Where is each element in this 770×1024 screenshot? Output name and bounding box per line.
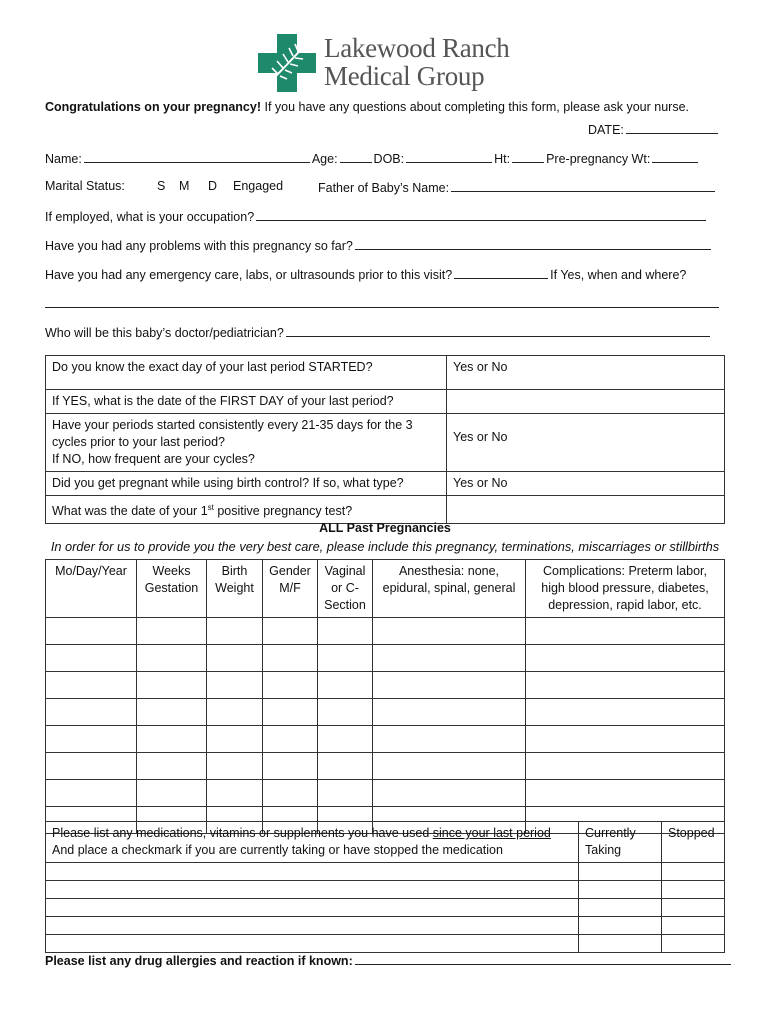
table-cell[interactable] bbox=[318, 699, 373, 726]
table-cell[interactable] bbox=[263, 699, 318, 726]
table-cell[interactable] bbox=[373, 699, 526, 726]
date-field[interactable] bbox=[588, 121, 720, 137]
table-cell[interactable] bbox=[662, 899, 725, 917]
logo-text bbox=[324, 34, 510, 90]
col-header-currently-taking bbox=[579, 822, 662, 863]
table-cell[interactable] bbox=[137, 726, 207, 753]
table-cell[interactable] bbox=[318, 618, 373, 645]
period-a3[interactable] bbox=[447, 414, 725, 472]
col-header-weeks-l2: Gestation bbox=[144, 581, 199, 595]
period-q3-line1: Have your periods started consistently every 21-35 days for the 3 bbox=[52, 418, 413, 432]
table-row bbox=[46, 780, 725, 807]
intro-text bbox=[45, 100, 689, 114]
col-header-weeks-l1: Weeks bbox=[152, 564, 191, 578]
table-row bbox=[46, 672, 725, 699]
prewt-input-line[interactable] bbox=[652, 150, 698, 163]
table-row bbox=[46, 899, 725, 917]
col-header-delivery-l3: Section bbox=[324, 598, 366, 612]
meds-line-2: And place a checkmark if you are currently taking or have stopped the medication bbox=[52, 843, 503, 857]
age-input-line[interactable] bbox=[340, 150, 372, 163]
age-label: Age: bbox=[311, 152, 338, 166]
date-input-line[interactable] bbox=[626, 121, 718, 134]
table-cell[interactable] bbox=[207, 672, 263, 699]
col-header-anesthesia-l1: Anesthesia: none, bbox=[398, 564, 500, 578]
period-a4[interactable]: Yes or No bbox=[447, 472, 725, 496]
table-row bbox=[46, 726, 725, 753]
col-header-weeks bbox=[137, 560, 207, 618]
table-cell[interactable] bbox=[526, 699, 725, 726]
meds-line-1-underlined: since your last period bbox=[432, 826, 551, 840]
col-header-weight-l2: Weight bbox=[215, 581, 254, 595]
col-header-date-l1: Mo/Day/Year bbox=[55, 564, 127, 578]
occupation-input-line[interactable] bbox=[256, 208, 706, 221]
period-q1: Do you know the exact day of your last period STARTED? bbox=[46, 356, 447, 390]
table-cell[interactable] bbox=[137, 699, 207, 726]
table-cell[interactable] bbox=[263, 780, 318, 807]
col-header-gender-l1: Gender bbox=[269, 564, 311, 578]
ht-input-line[interactable] bbox=[512, 150, 544, 163]
table-row bbox=[46, 863, 725, 881]
table-cell[interactable] bbox=[137, 753, 207, 780]
table-cell[interactable] bbox=[318, 753, 373, 780]
table-cell[interactable] bbox=[579, 917, 662, 935]
period-q5 bbox=[46, 496, 447, 524]
table-cell[interactable] bbox=[207, 699, 263, 726]
meds-line-1 bbox=[52, 825, 572, 842]
prewt-label: Pre-pregnancy Wt: bbox=[546, 152, 651, 166]
col-header-stopped: Stopped bbox=[662, 822, 725, 863]
doctor-label: Who will be this baby’s doctor/pediatrician? bbox=[45, 326, 284, 340]
emergency-input-line[interactable] bbox=[454, 266, 548, 279]
table-cell[interactable] bbox=[662, 863, 725, 881]
table-cell[interactable] bbox=[263, 672, 318, 699]
table-cell[interactable] bbox=[373, 780, 526, 807]
table-cell[interactable] bbox=[137, 645, 207, 672]
table-row bbox=[46, 881, 725, 899]
table-cell[interactable] bbox=[526, 618, 725, 645]
period-q4: Did you get pregnant while using birth control? If so, what type? bbox=[46, 472, 447, 496]
table-row bbox=[46, 645, 725, 672]
table-cell[interactable] bbox=[46, 726, 137, 753]
father-input-line[interactable] bbox=[451, 179, 715, 192]
period-q5-sup: st bbox=[207, 503, 214, 512]
occupation-label: If employed, what is your occupation? bbox=[45, 210, 255, 224]
past-pregnancies-subtitle: In order for us to provide you the very best care, please include this pregnancy, terminations, miscarriages or stillbirths bbox=[50, 539, 720, 554]
table-cell[interactable] bbox=[46, 753, 137, 780]
where-continued-row bbox=[45, 295, 719, 311]
table-cell[interactable] bbox=[318, 645, 373, 672]
where-input-line[interactable] bbox=[45, 295, 719, 308]
col-header-complications-l3: depression, rapid labor, etc. bbox=[548, 598, 702, 612]
table-cell[interactable] bbox=[46, 935, 579, 953]
table-cell[interactable] bbox=[263, 645, 318, 672]
table-cell[interactable] bbox=[46, 881, 579, 899]
table-cell[interactable] bbox=[46, 699, 137, 726]
period-a1[interactable]: Yes or No bbox=[447, 356, 725, 390]
table-cell[interactable] bbox=[207, 753, 263, 780]
table-cell[interactable] bbox=[46, 863, 579, 881]
table-cell[interactable] bbox=[46, 780, 137, 807]
table-cell[interactable] bbox=[579, 863, 662, 881]
table-cell[interactable] bbox=[263, 726, 318, 753]
allergies-row bbox=[45, 952, 733, 968]
table-cell[interactable] bbox=[662, 935, 725, 953]
col-header-weight-l1: Birth bbox=[221, 564, 248, 578]
table-row bbox=[46, 618, 725, 645]
col-header-anesthesia bbox=[373, 560, 526, 618]
allergies-label: Please list any drug allergies and reaction if known: bbox=[45, 954, 353, 968]
where-label: If Yes, when and where? bbox=[550, 268, 687, 282]
table-row bbox=[46, 917, 725, 935]
currently-l2: Taking bbox=[585, 843, 622, 857]
table-cell[interactable] bbox=[579, 881, 662, 899]
table-cell[interactable] bbox=[207, 618, 263, 645]
col-header-delivery-l2: or C- bbox=[331, 581, 359, 595]
period-q5-pre: What was the date of your 1 bbox=[52, 504, 208, 519]
medications-table bbox=[45, 821, 725, 953]
col-header-weight bbox=[207, 560, 263, 618]
period-q3 bbox=[46, 414, 447, 472]
period-q5-post: positive pregnancy test? bbox=[213, 504, 353, 519]
date-label: DATE: bbox=[588, 123, 624, 137]
table-cell[interactable] bbox=[579, 899, 662, 917]
period-q3-line2: cycles prior to your last period? bbox=[52, 435, 225, 449]
doctor-row bbox=[45, 324, 712, 340]
intro-bold: Congratulations on your pregnancy! bbox=[45, 100, 261, 114]
logo-line-1: Lakewood Ranch bbox=[324, 33, 510, 63]
table-cell[interactable] bbox=[373, 645, 526, 672]
past-pregnancies-table bbox=[45, 559, 725, 834]
marital-option-m[interactable]: M bbox=[179, 179, 190, 193]
col-header-gender-l2: M/F bbox=[279, 581, 301, 595]
col-header-gender bbox=[263, 560, 318, 618]
period-a2[interactable] bbox=[447, 390, 725, 414]
table-cell[interactable] bbox=[373, 726, 526, 753]
table-cell[interactable] bbox=[207, 726, 263, 753]
name-label: Name: bbox=[45, 152, 82, 166]
table-cell[interactable] bbox=[373, 618, 526, 645]
father-label: Father of Baby’s Name: bbox=[318, 181, 450, 195]
meds-line-1-text: Please list any medications, vitamins or supplements you have used bbox=[52, 826, 433, 840]
dob-input-line[interactable] bbox=[406, 150, 492, 163]
col-header-complications-l1: Complications: Preterm labor, bbox=[543, 564, 707, 578]
logo bbox=[258, 34, 518, 92]
table-cell[interactable] bbox=[373, 672, 526, 699]
table-cell[interactable] bbox=[526, 780, 725, 807]
period-q2: If YES, what is the date of the FIRST DAY of your last period? bbox=[46, 390, 447, 414]
table-cell[interactable] bbox=[207, 645, 263, 672]
col-header-complications-l2: high blood pressure, diabetes, bbox=[541, 581, 709, 595]
problems-input-line[interactable] bbox=[355, 237, 711, 250]
ht-label: Ht: bbox=[494, 152, 511, 166]
problems-row bbox=[45, 237, 713, 253]
marital-option-d[interactable]: D bbox=[208, 179, 218, 193]
marital-label: Marital Status: bbox=[45, 179, 125, 193]
period-q3-line3: If NO, how frequent are your cycles? bbox=[52, 452, 255, 466]
cross-leaf-logo-icon bbox=[258, 34, 316, 92]
meds-instructions bbox=[46, 822, 579, 863]
col-header-date bbox=[46, 560, 137, 618]
table-cell[interactable] bbox=[662, 917, 725, 935]
table-cell[interactable] bbox=[46, 645, 137, 672]
table-cell[interactable] bbox=[137, 672, 207, 699]
col-header-complications bbox=[526, 560, 725, 618]
marital-option-engaged[interactable]: Engaged bbox=[233, 179, 284, 193]
col-header-delivery-l1: Vaginal bbox=[324, 564, 366, 578]
table-row bbox=[46, 699, 725, 726]
emergency-row bbox=[45, 266, 686, 282]
table-cell[interactable] bbox=[263, 753, 318, 780]
period-table bbox=[45, 355, 725, 524]
table-cell[interactable] bbox=[526, 753, 725, 780]
table-cell[interactable] bbox=[579, 935, 662, 953]
table-cell[interactable] bbox=[263, 618, 318, 645]
table-cell[interactable] bbox=[46, 672, 137, 699]
meds-header-row bbox=[46, 822, 725, 863]
table-cell[interactable] bbox=[46, 618, 137, 645]
doctor-input-line[interactable] bbox=[286, 324, 710, 337]
emergency-label: Have you had any emergency care, labs, or ultrasounds prior to this visit? bbox=[45, 268, 453, 282]
occupation-row bbox=[45, 208, 708, 224]
table-cell[interactable] bbox=[207, 780, 263, 807]
intro-rest: If you have any questions about completing this form, please ask your nurse. bbox=[261, 100, 690, 114]
allergies-input-line[interactable] bbox=[355, 952, 731, 965]
logo-line-2: Medical Group bbox=[324, 61, 485, 91]
table-row bbox=[46, 753, 725, 780]
name-row bbox=[45, 150, 700, 166]
name-input-line[interactable] bbox=[84, 150, 310, 163]
period-a3-text: Yes or No bbox=[453, 430, 508, 444]
table-cell[interactable] bbox=[526, 672, 725, 699]
table-cell[interactable] bbox=[46, 899, 579, 917]
col-header-delivery bbox=[318, 560, 373, 618]
table-cell[interactable] bbox=[46, 917, 579, 935]
table-cell[interactable] bbox=[137, 780, 207, 807]
dob-label: DOB: bbox=[373, 152, 405, 166]
table-row bbox=[46, 935, 725, 953]
table-cell[interactable] bbox=[318, 726, 373, 753]
table-cell[interactable] bbox=[318, 672, 373, 699]
table-cell[interactable] bbox=[526, 645, 725, 672]
father-row bbox=[318, 179, 717, 195]
past-header-row bbox=[46, 560, 725, 618]
table-cell[interactable] bbox=[373, 753, 526, 780]
table-cell[interactable] bbox=[662, 881, 725, 899]
table-cell[interactable] bbox=[318, 780, 373, 807]
period-a5[interactable] bbox=[447, 496, 725, 524]
col-header-anesthesia-l2: epidural, spinal, general bbox=[382, 581, 516, 595]
table-cell[interactable] bbox=[526, 726, 725, 753]
table-cell[interactable] bbox=[137, 618, 207, 645]
marital-option-s[interactable]: S bbox=[157, 179, 166, 193]
past-pregnancies-title: ALL Past Pregnancies bbox=[319, 521, 451, 535]
currently-l1: Currently bbox=[585, 826, 636, 840]
problems-label: Have you had any problems with this pregnancy so far? bbox=[45, 239, 353, 253]
